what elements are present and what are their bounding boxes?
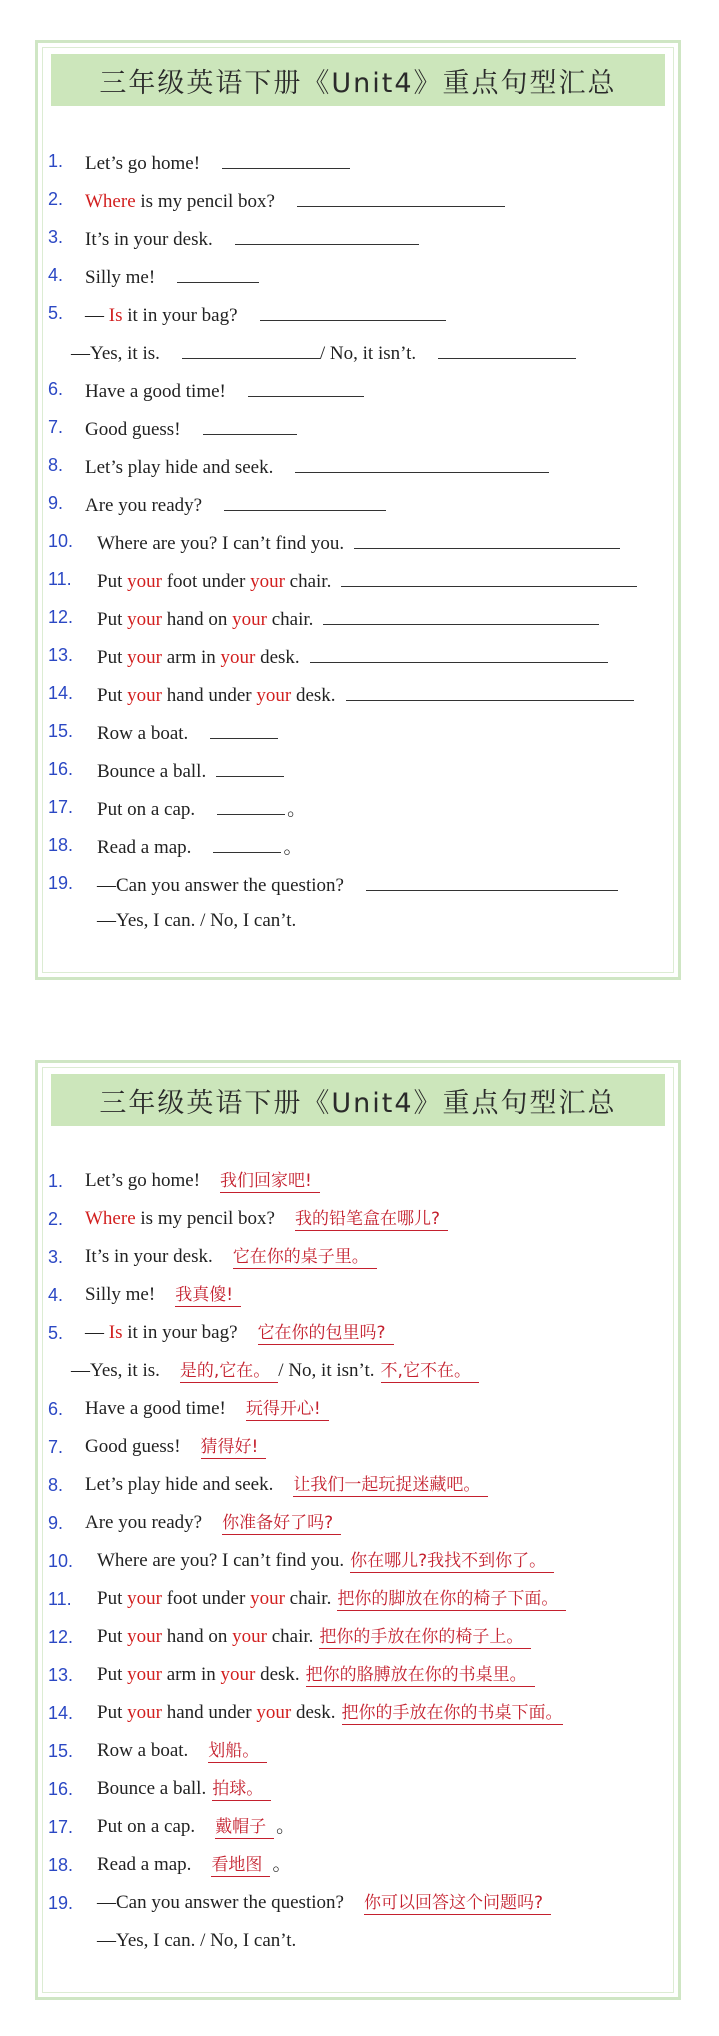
list-item-reply [48, 906, 673, 944]
highlight-word: your [127, 1664, 162, 1685]
list-item [48, 488, 673, 526]
list-item [48, 374, 673, 412]
sentence-text: Put [97, 1626, 128, 1647]
list-item [48, 222, 673, 260]
answer-blank[interactable] [224, 488, 386, 511]
sentence-text: Put [97, 685, 128, 706]
list-item [48, 754, 673, 792]
answer-text: 我的铅笔盒在哪儿? [295, 1208, 448, 1231]
item-number: 19. [48, 873, 74, 893]
sentence-text: —Yes, I can. / No, I can’t. [97, 910, 297, 931]
item-number: 17. [48, 1817, 74, 1837]
item-number: 1. [48, 1171, 64, 1191]
answer-blank[interactable] [295, 450, 549, 473]
sentence-text: Silly me! [85, 267, 156, 288]
sentence-text: hand on [161, 609, 233, 630]
item-number: 2. [48, 1209, 64, 1229]
highlight-word: your [127, 571, 162, 592]
answer-blank[interactable] [438, 336, 576, 359]
answer-blank[interactable] [217, 792, 285, 815]
item-number: 1. [48, 151, 64, 171]
item-number: 7. [48, 1437, 64, 1457]
answer-text: 划船。 [208, 1740, 267, 1763]
highlight-word: Where [85, 1208, 136, 1229]
sentence-text: desk. [291, 685, 336, 706]
list-item [48, 1698, 673, 1736]
answer-text: 是的,它在。 [180, 1360, 278, 1383]
highlight-word: your [256, 1702, 292, 1723]
list-item [48, 1888, 673, 1926]
highlight-word: your [127, 1626, 162, 1647]
item-number: 3. [48, 227, 64, 247]
highlight-word: your [250, 571, 285, 592]
sentence-text: Good guess! [85, 419, 181, 440]
sentence-text: it in your bag? [122, 1322, 238, 1343]
sentence-text: chair. [284, 571, 332, 592]
sentence-text: Let’s play hide and seek. [85, 1474, 274, 1495]
answer-text: 看地图 [211, 1854, 270, 1877]
sentence-text: chair. [284, 1588, 332, 1609]
list-item-reply [48, 336, 673, 374]
period: 。 [276, 1816, 296, 1837]
answer-text: 猜得好! [201, 1436, 267, 1459]
worksheet-card-blank [35, 40, 681, 980]
list-item [48, 678, 673, 716]
answer-text: 不,它不在。 [381, 1360, 479, 1383]
list-item-reply [48, 1356, 673, 1394]
sentence-text: Put [97, 1702, 128, 1723]
list-item [48, 146, 673, 184]
answer-text: 让我们一起玩捉迷藏吧。 [293, 1474, 488, 1497]
sentence-text: —Yes, it is. [71, 343, 160, 364]
answer-blank[interactable] [235, 222, 419, 245]
sentence-text: Read a map. [97, 837, 192, 858]
item-number: 12. [48, 607, 74, 627]
sentence-text: hand under [161, 685, 257, 706]
sentence-text: —Yes, it is. [71, 1360, 160, 1381]
sentence-text: desk. [291, 1702, 336, 1723]
list-item [48, 1204, 673, 1242]
answer-blank[interactable] [260, 298, 446, 321]
item-number: 19. [48, 1893, 74, 1913]
sentence-text: arm in [161, 1664, 221, 1685]
item-number: 6. [48, 379, 64, 399]
highlight-word: your [127, 647, 162, 668]
answer-text: 我们回家吧! [220, 1170, 320, 1193]
sentence-text: desk. [255, 1664, 300, 1685]
list-item [48, 640, 673, 678]
sentence-text: Row a boat. [97, 723, 189, 744]
item-number: 14. [48, 1703, 74, 1723]
sentence-text: Put on a cap. [97, 799, 196, 820]
sentence-text: —Can you answer the question? [97, 875, 344, 896]
sentence-text: Let’s go home! [85, 153, 201, 174]
highlight-word: your [220, 1664, 256, 1685]
list-item [48, 1736, 673, 1774]
answer-text: 把你的脚放在你的椅子下面。 [337, 1588, 566, 1611]
sentence-text: hand on [161, 1626, 233, 1647]
item-number: 10. [48, 531, 74, 551]
answer-blank[interactable] [354, 526, 620, 549]
item-number: 16. [48, 1779, 74, 1799]
answer-blank[interactable] [366, 868, 618, 891]
highlight-word: your [250, 1588, 285, 1609]
sentence-text: chair. [266, 609, 314, 630]
list-item [48, 830, 673, 868]
dash: — [85, 305, 109, 326]
answer-blank[interactable] [346, 678, 634, 701]
item-number: 4. [48, 265, 64, 285]
sentence-text: Row a boat. [97, 1740, 189, 1761]
answer-blank[interactable] [210, 716, 278, 739]
sentence-text: It’s in your desk. [85, 1246, 213, 1267]
item-number: 18. [48, 1855, 74, 1875]
dash: — [85, 1322, 109, 1343]
answer-text: 把你的胳膊放在你的书桌里。 [306, 1664, 535, 1687]
list-item [48, 792, 673, 830]
answer-text: 它在你的桌子里。 [233, 1246, 377, 1269]
sentence-text: / No, it isn’t. [278, 1360, 375, 1381]
item-number: 16. [48, 759, 74, 779]
answer-blank[interactable] [341, 564, 637, 587]
card-inner-border [42, 1067, 674, 1993]
sentence-text: it in your bag? [122, 305, 238, 326]
list-item [48, 1622, 673, 1660]
item-number: 17. [48, 797, 74, 817]
sentence-text: Bounce a ball. [97, 761, 207, 782]
sentence-text: Where are you? I can’t find you. [97, 533, 345, 554]
answer-blank[interactable] [182, 336, 320, 359]
item-number: 2. [48, 189, 64, 209]
sentence-text: / No, it isn’t. [319, 343, 417, 364]
answer-text: 你可以回答这个问题吗? [364, 1892, 551, 1915]
highlight-word: Is [108, 305, 123, 326]
sentence-list [48, 146, 673, 944]
item-number: 9. [48, 493, 64, 513]
item-number: 13. [48, 645, 74, 665]
item-number: 9. [48, 1513, 64, 1533]
highlight-word: your [232, 1626, 267, 1647]
item-number: 11. [48, 1589, 72, 1609]
item-number: 5. [48, 303, 64, 323]
highlight-word: your [127, 685, 162, 706]
sentence-text: Good guess! [85, 1436, 181, 1457]
list-item [48, 260, 673, 298]
answer-blank[interactable] [177, 260, 259, 283]
list-item [48, 1242, 673, 1280]
sentence-text: Bounce a ball. [97, 1778, 207, 1799]
sentence-text: Put [97, 609, 128, 630]
answer-blank[interactable] [216, 754, 284, 777]
item-number: 12. [48, 1627, 74, 1647]
item-number: 6. [48, 1399, 64, 1419]
item-number: 15. [48, 1741, 74, 1761]
list-item [48, 868, 673, 906]
list-item [48, 412, 673, 450]
page-title: 三年级英语下册《Unit4》重点句型汇总 [51, 1074, 665, 1126]
list-item [48, 1812, 673, 1850]
answer-blank[interactable] [297, 184, 505, 207]
list-item [48, 602, 673, 640]
answer-blank[interactable] [203, 412, 297, 435]
list-item [48, 1432, 673, 1470]
sentence-text: is my pencil box? [135, 191, 275, 212]
answer-text: 我真傻! [175, 1284, 241, 1307]
answer-blank[interactable] [222, 146, 350, 169]
item-number: 10. [48, 1551, 74, 1571]
answer-text: 戴帽子 [215, 1816, 274, 1839]
list-item [48, 1584, 673, 1622]
list-item [48, 298, 673, 336]
item-number: 4. [48, 1285, 64, 1305]
highlight-word: your [127, 1588, 162, 1609]
sentence-text: Let’s go home! [85, 1170, 201, 1191]
page-title: 三年级英语下册《Unit4》重点句型汇总 [51, 54, 665, 106]
answer-text: 你在哪儿?我找不到你了。 [350, 1550, 554, 1573]
sentence-text: Where are you? I can’t find you. [97, 1550, 345, 1571]
sentence-text: Silly me! [85, 1284, 156, 1305]
item-number: 14. [48, 683, 74, 703]
list-item [48, 1774, 673, 1812]
sentence-text: foot under [161, 571, 251, 592]
answer-text: 拍球。 [212, 1778, 271, 1801]
item-number: 5. [48, 1323, 64, 1343]
answer-text: 把你的手放在你的椅子上。 [319, 1626, 531, 1649]
answer-text: 你准备好了吗? [222, 1512, 341, 1535]
item-number: 8. [48, 455, 64, 475]
answer-text: 它在你的包里吗? [258, 1322, 394, 1345]
highlight-word: your [127, 609, 162, 630]
answer-blank[interactable] [323, 602, 599, 625]
list-item [48, 1280, 673, 1318]
period: 。 [287, 799, 307, 820]
sentence-text: —Can you answer the question? [97, 1892, 344, 1913]
answer-text: 玩得开心! [246, 1398, 329, 1421]
list-item [48, 450, 673, 488]
sentence-text: Have a good time! [85, 1398, 226, 1419]
sentence-text: chair. [266, 1626, 314, 1647]
sentence-text: hand under [161, 1702, 257, 1723]
highlight-word: Where [85, 191, 136, 212]
list-item [48, 1318, 673, 1356]
list-item [48, 184, 673, 222]
list-item [48, 1546, 673, 1584]
highlight-word: your [220, 647, 256, 668]
sentence-text: Have a good time! [85, 381, 226, 402]
list-item [48, 1166, 673, 1204]
sentence-text: Read a map. [97, 1854, 192, 1875]
item-number: 8. [48, 1475, 64, 1495]
answer-list [48, 1166, 673, 1964]
answer-blank[interactable] [248, 374, 364, 397]
item-number: 11. [48, 569, 72, 589]
list-item [48, 716, 673, 754]
worksheet-card-answers [35, 1060, 681, 2000]
sentence-text: Put [97, 1588, 128, 1609]
sentence-text: Are you ready? [85, 1512, 203, 1533]
list-item-reply [48, 1926, 673, 1964]
sentence-text: Put [97, 1664, 128, 1685]
sentence-text: Are you ready? [85, 495, 203, 516]
item-number: 7. [48, 417, 64, 437]
sentence-text: Let’s play hide and seek. [85, 457, 274, 478]
list-item [48, 564, 673, 602]
list-item [48, 1394, 673, 1432]
sentence-text: foot under [161, 1588, 251, 1609]
sentence-text: Put on a cap. [97, 1816, 196, 1837]
period: 。 [283, 837, 303, 858]
sentence-text: —Yes, I can. / No, I can’t. [97, 1930, 297, 1951]
highlight-word: your [232, 609, 267, 630]
list-item [48, 1850, 673, 1888]
sentence-text: arm in [161, 647, 221, 668]
period: 。 [272, 1854, 292, 1875]
answer-blank[interactable] [213, 830, 281, 853]
highlight-word: your [127, 1702, 162, 1723]
sentence-text: desk. [255, 647, 300, 668]
item-number: 18. [48, 835, 74, 855]
highlight-word: your [256, 685, 292, 706]
sentence-text: is my pencil box? [135, 1208, 275, 1229]
list-item [48, 1508, 673, 1546]
list-item [48, 526, 673, 564]
answer-blank[interactable] [310, 640, 608, 663]
item-number: 15. [48, 721, 74, 741]
item-number: 3. [48, 1247, 64, 1267]
sentence-text: Put [97, 571, 128, 592]
sentence-text: It’s in your desk. [85, 229, 213, 250]
highlight-word: Is [108, 1322, 123, 1343]
list-item [48, 1470, 673, 1508]
item-number: 13. [48, 1665, 74, 1685]
sentence-text: Put [97, 647, 128, 668]
answer-text: 把你的手放在你的书桌下面。 [341, 1703, 563, 1723]
card-inner-border [42, 47, 674, 973]
list-item [48, 1660, 673, 1698]
